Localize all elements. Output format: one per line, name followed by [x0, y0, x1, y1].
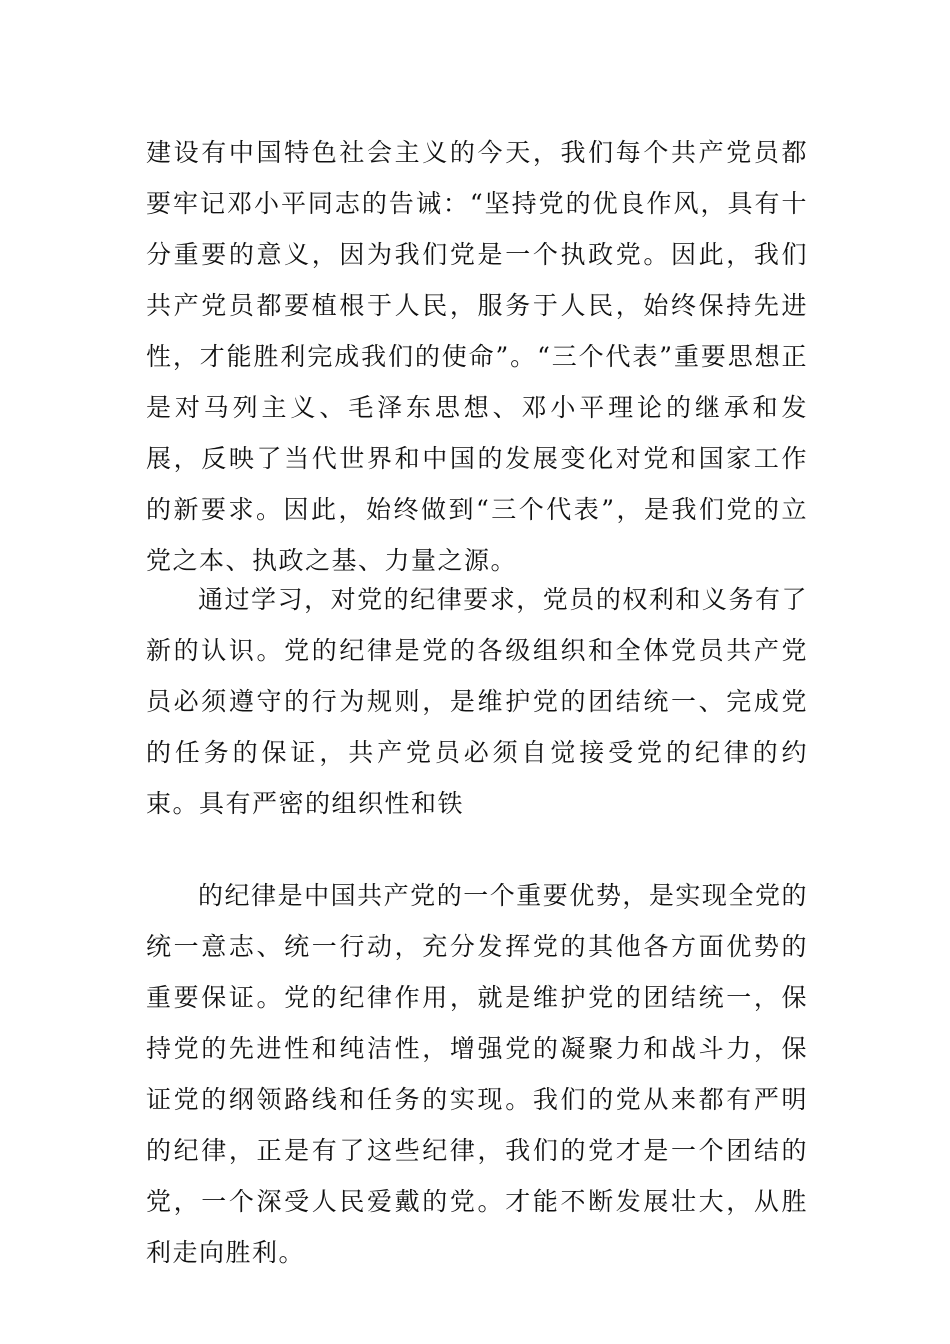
paragraph-1: 建设有中国特色社会主义的今天，我们每个共产党员都要牢记邓小平同志的告诫：“坚持党的优良作风，具有十分重要的意义，因为我们党是一个执政党。因此，我们共产党员都要植根于人民，服务于人民，始终保持先进性，才能胜利完成我们的使命”。“三个代表”重要思想正是对马列主义、毛泽东思想、邓小平理论的继承和发展，反映了当代世界和中国的发展变化对党和国家工作的新要求。因此，始终做到“三个代表”，是我们党的立党之本、执政之基、力量之源。	[146, 138, 808, 575]
paragraph-3: 的纪律是中国共产党的一个重要优势，是实现全党的统一意志、统一行动，充分发挥党的其他各方面优势的重要保证。党的纪律作用，就是维护党的团结统一，保持党的先进性和纯洁性，增强党的凝聚力和战斗力，保证党的纲领路线和任务的实现。我们的党从来都有严明的纪律，正是有了这些纪律，我们的党才是一个团结的党，一个深受人民爱戴的党。才能不断发展壮大，从胜利走向胜利。	[146, 881, 808, 1267]
paragraph-2: 通过学习，对党的纪律要求，党员的权利和义务有了新的认识。党的纪律是党的各级组织和全体党员共产党员必须遵守的行为规则，是维护党的团结统一、完成党的任务的保证，共产党员必须自觉接受党的纪律的约束。具有严密的组织性和铁	[146, 585, 808, 818]
